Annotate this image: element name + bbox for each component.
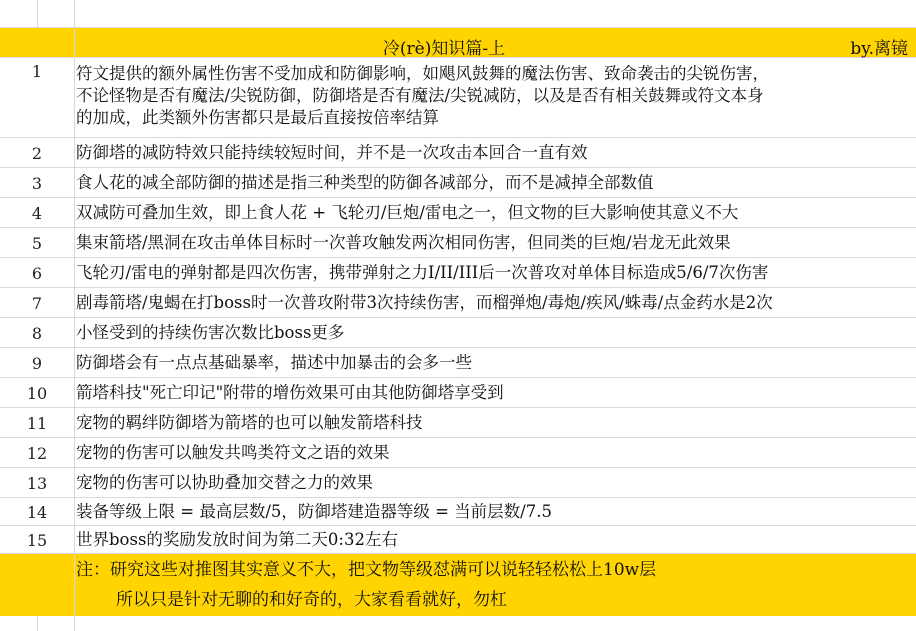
- column-divider: [37, 616, 38, 631]
- row-text: 装备等级上限 = 最高层数/5，防御塔建造器等级 = 当前层数/7.5: [76, 502, 552, 521]
- row-text: 剧毒箭塔/鬼蝎在打boss时一次普攻附带3次持续伤害，而榴弹炮/毒炮/疾风/蛛毒/点金药水是2次: [76, 293, 773, 312]
- row-number: 6: [31, 264, 43, 283]
- row-number: 1: [31, 62, 43, 81]
- note-line: 所以只是针对无聊的和好奇的，大家看看就好，勿杠: [116, 590, 507, 610]
- row-number: 8: [31, 324, 43, 343]
- table-row: [0, 498, 916, 526]
- row-text: 宠物的伤害可以协助叠加交替之力的效果: [76, 473, 373, 492]
- row-text: 宠物的伤害可以触发共鸣类符文之语的效果: [76, 443, 390, 462]
- row-number: 2: [31, 144, 43, 163]
- row-text: 防御塔的减防特效只能持续较短时间，并不是一次攻击本回合一直有效: [76, 143, 588, 162]
- page-title: 冷(rè)知识篇-上: [382, 39, 506, 59]
- row-number: 14: [26, 503, 48, 522]
- table-row: [0, 58, 916, 138]
- column-divider: [74, 0, 75, 631]
- author-label: by.离镜: [850, 39, 908, 59]
- row-text: 宠物的羁绊防御塔为箭塔的也可以触发箭塔科技: [76, 413, 423, 432]
- table-row: [0, 318, 916, 348]
- row-text: 飞轮刃/雷电的弹射都是四次伤害，携带弹射之力I/II/III后一次普攻对单体目标造成5/6/7次伤害: [76, 263, 769, 282]
- column-divider: [37, 0, 38, 28]
- row-text: [76, 63, 912, 129]
- table-row: [0, 408, 916, 438]
- table-row: [0, 138, 916, 168]
- empty-row: [0, 616, 916, 631]
- row-text-line: 不论怪物是否有魔法/尖锐防御，防御塔是否有魔法/尖锐减防，以及是否有相关鼓舞或符文本身: [76, 86, 764, 105]
- row-number: 9: [31, 354, 43, 373]
- row-number: 5: [31, 234, 43, 253]
- table-row: [0, 378, 916, 408]
- table-row: [0, 348, 916, 378]
- row-number: 13: [26, 474, 48, 493]
- row-text-line: 符文提供的额外属性伤害不受加成和防御影响，如飓风鼓舞的魔法伤害、致命袭击的尖锐伤害，: [76, 64, 769, 83]
- row-number: 7: [31, 294, 43, 313]
- row-text: 小怪受到的持续伤害次数比boss更多: [76, 323, 345, 342]
- table-row: [0, 258, 916, 288]
- table-row: [0, 198, 916, 228]
- row-number: 3: [31, 174, 43, 193]
- row-number: 10: [26, 384, 48, 403]
- row-text: 防御塔会有一点点基础暴率，描述中加暴击的会多一些: [76, 353, 472, 372]
- row-number: 4: [31, 204, 43, 223]
- title-row: [0, 28, 916, 58]
- table-row: [0, 288, 916, 318]
- table-row: [0, 228, 916, 258]
- row-text: 双减防可叠加生效，即上食人花 + 飞轮刃/巨炮/雷电之一，但文物的巨大影响使其意义不大: [76, 203, 739, 222]
- table-row: [0, 468, 916, 498]
- table-row: [0, 168, 916, 198]
- row-number: 12: [26, 444, 48, 463]
- row-number: 11: [26, 414, 48, 433]
- empty-row: [0, 0, 916, 28]
- table-row: [0, 438, 916, 468]
- row-text-line: 的加成，此类额外伤害都只是最后直接按倍率结算: [76, 108, 439, 127]
- row-number: 15: [26, 531, 48, 550]
- note-block: [0, 554, 916, 616]
- table-row: [0, 526, 916, 554]
- row-text: 集束箭塔/黑洞在攻击单体目标时一次普攻触发两次相同伤害，但同类的巨炮/岩龙无此效果: [76, 233, 731, 252]
- row-text: 食人花的减全部防御的描述是指三种类型的防御各减部分，而不是减掉全部数值: [76, 173, 654, 192]
- row-text: 世界boss的奖励发放时间为第二天0:32左右: [76, 530, 398, 549]
- note-line: 注：研究这些对推图其实意义不大，把文物等级怼满可以说轻轻松松上10w层: [76, 560, 657, 580]
- row-text: 箭塔科技"死亡印记"附带的增伤效果可由其他防御塔享受到: [76, 383, 504, 402]
